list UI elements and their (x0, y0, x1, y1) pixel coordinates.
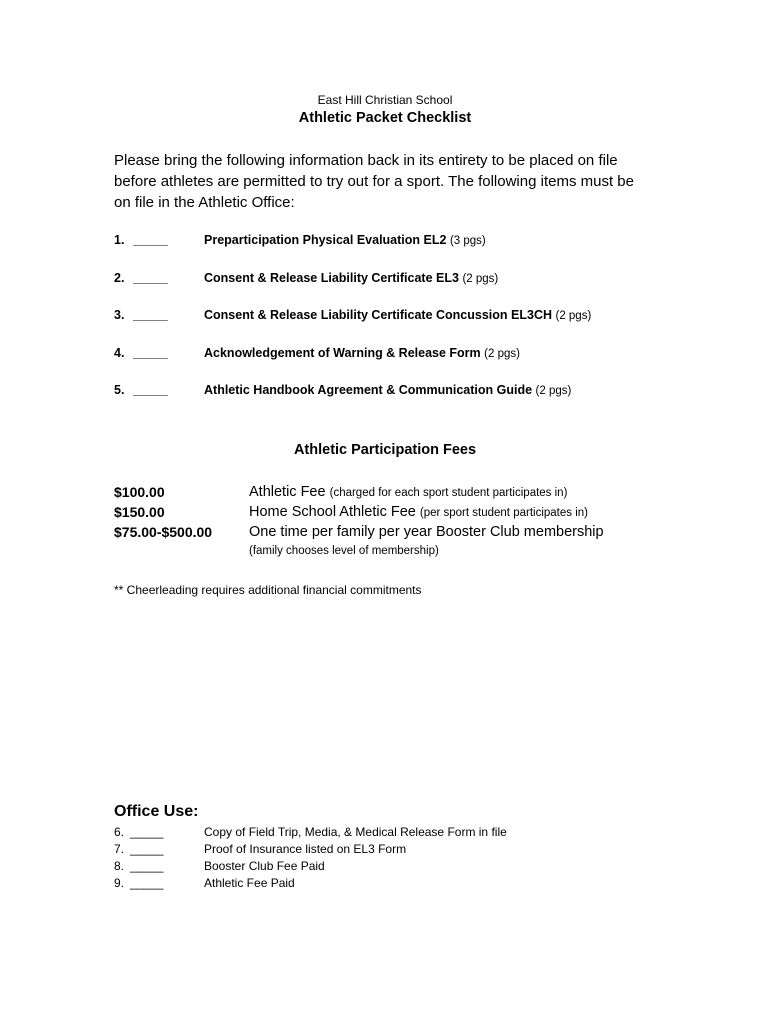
office-item-text: Proof of Insurance listed on EL3 Form (204, 842, 407, 856)
check-blank: _____ (133, 233, 168, 247)
office-item-text: Athletic Fee Paid (204, 876, 295, 890)
intro-line: on file in the Athletic Office: (114, 194, 295, 211)
item-title: Consent & Release Liability Certificate EL3 (204, 271, 459, 285)
item-title: Acknowledgement of Warning & Release Form (204, 346, 481, 360)
check-blank: _____ (133, 346, 168, 360)
office-item-text: Booster Club Fee Paid (204, 859, 325, 873)
item-pages: (2 pgs) (462, 273, 499, 285)
checklist-item (114, 346, 674, 366)
item-title: Athletic Handbook Agreement & Communication Guide (204, 383, 533, 397)
item-number: 3. (114, 308, 125, 322)
item-pages: (2 pgs) (535, 385, 572, 397)
school-name: East Hill Christian School (317, 93, 453, 107)
office-use-heading: Office Use: (114, 803, 199, 820)
check-blank: _____ (133, 383, 168, 397)
item-title: Consent & Release Liability Certificate Concussion EL3CH (204, 308, 552, 322)
checklist-item (114, 233, 674, 253)
fee-note: (charged for each sport student participates in) (329, 487, 568, 499)
item-number: 7. (114, 842, 125, 856)
item-pages: (2 pgs) (484, 348, 520, 360)
item-number: 9. (114, 876, 125, 890)
item-number: 8. (114, 859, 125, 873)
fees-heading: Athletic Participation Fees (293, 442, 477, 458)
cheerleading-footnote: ** Cheerleading requires additional financial commitments (114, 583, 422, 597)
fee-row (114, 504, 674, 524)
fee-amount: $75.00-$500.00 (114, 524, 213, 540)
checklist-item (114, 308, 674, 328)
check-blank: _____ (133, 271, 168, 285)
check-blank: _____ (133, 308, 168, 322)
fee-amount: $150.00 (114, 504, 165, 520)
fee-description: Athletic Fee (249, 484, 326, 500)
item-number: 6. (114, 825, 125, 839)
item-number: 1. (114, 233, 125, 247)
office-item (114, 859, 614, 876)
intro-line: Please bring the following information back in its entirety to be placed on file (114, 152, 618, 169)
check-blank: _____ (130, 842, 164, 856)
check-blank: _____ (130, 876, 164, 890)
fee-amount: $100.00 (114, 484, 165, 500)
office-item (114, 876, 614, 893)
fee-note: (per sport student participates in) (419, 507, 588, 519)
office-item (114, 842, 614, 859)
membership-note: (family chooses level of membership) (249, 545, 439, 557)
fee-row (114, 484, 674, 504)
item-number: 5. (114, 383, 125, 397)
checklist-item (114, 383, 674, 403)
item-pages: (3 pgs) (449, 235, 486, 247)
intro-line: before athletes are permitted to try out for a sport. The following items must be (114, 173, 634, 190)
item-number: 2. (114, 271, 125, 285)
checklist-item (114, 271, 674, 291)
check-blank: _____ (130, 859, 164, 873)
item-title: Preparticipation Physical Evaluation EL2 (204, 233, 447, 247)
check-blank: _____ (130, 825, 164, 839)
document-title: Athletic Packet Checklist (298, 110, 472, 126)
item-number: 4. (114, 346, 125, 360)
office-item-text: Copy of Field Trip, Media, & Medical Release Form in file (204, 825, 507, 839)
fee-description: Home School Athletic Fee (249, 504, 416, 520)
intro-paragraph (114, 150, 674, 213)
fee-row (114, 524, 674, 544)
office-item (114, 825, 614, 842)
item-pages: (2 pgs) (555, 310, 592, 322)
fee-description: One time per family per year Booster Club membership (249, 524, 604, 540)
